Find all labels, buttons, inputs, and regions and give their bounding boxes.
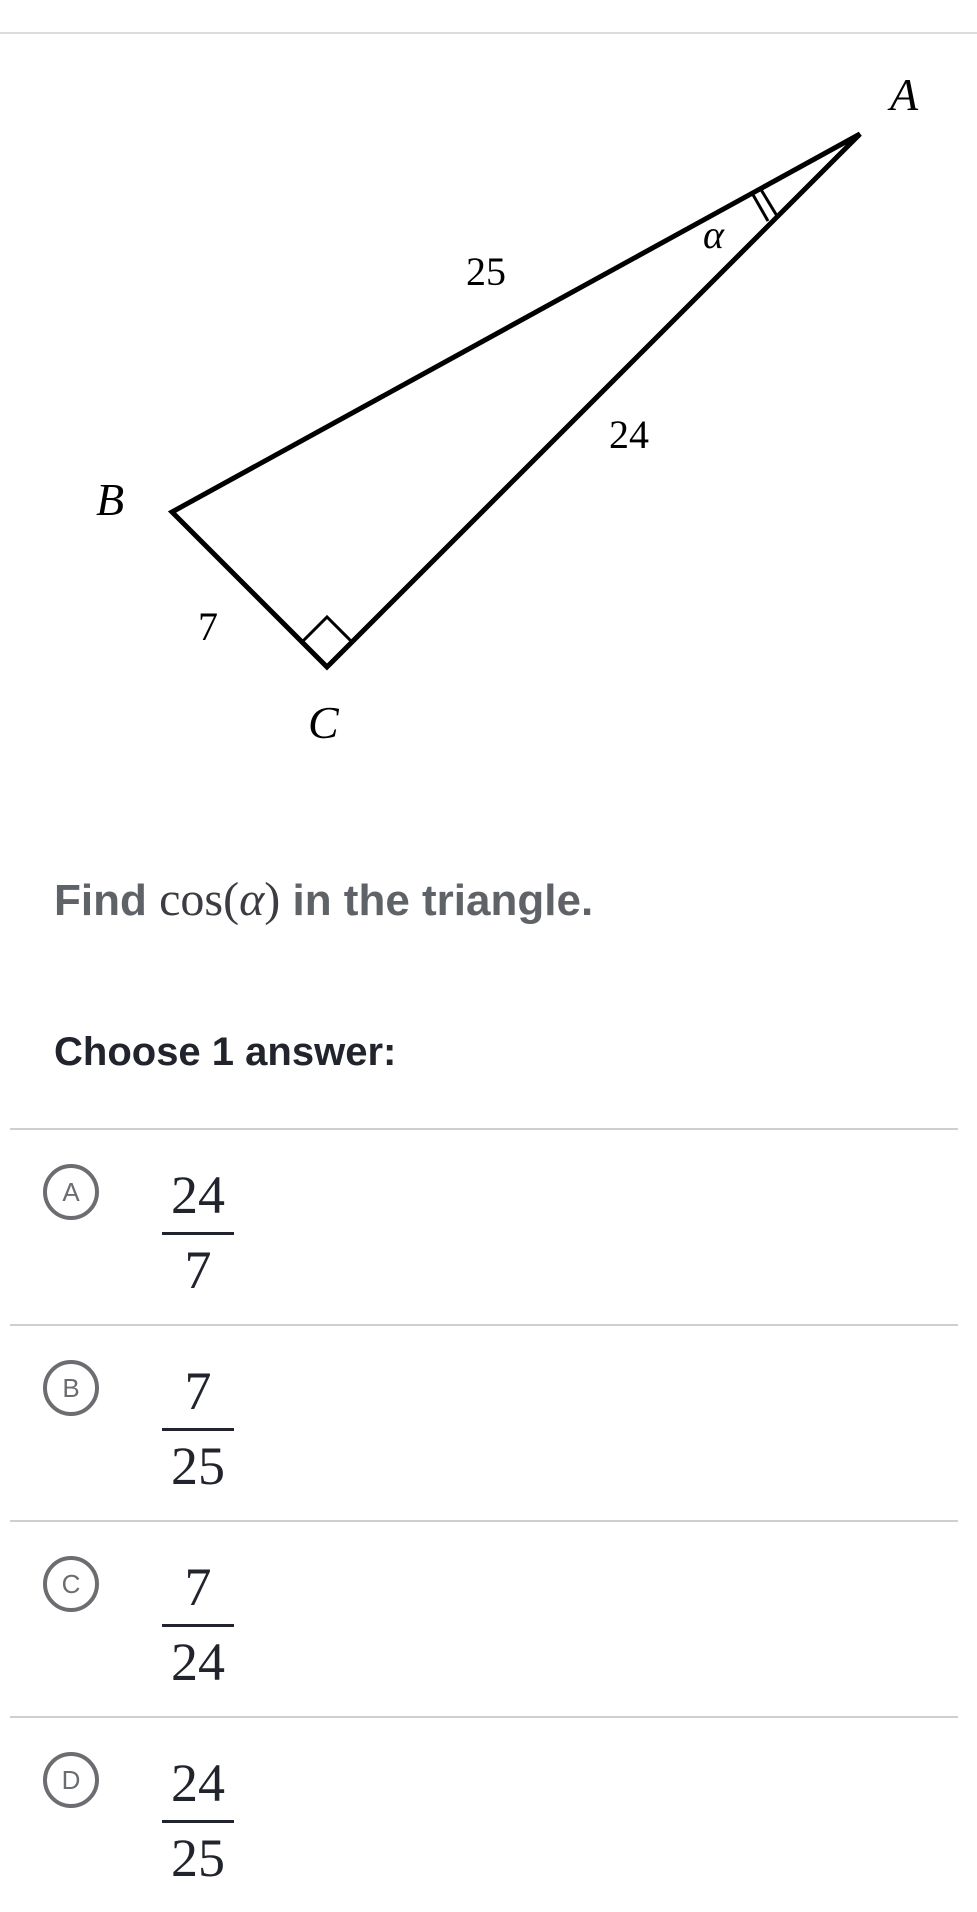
triangle — [172, 134, 860, 667]
choice-d[interactable] — [10, 1716, 958, 1912]
fraction-denominator: 25 — [171, 1828, 225, 1888]
choice-fraction-a — [158, 1164, 238, 1301]
fraction-numerator: 7 — [184, 1557, 212, 1617]
side-label-ab: 25 — [466, 249, 506, 294]
fraction-denominator: 24 — [171, 1632, 225, 1692]
math-close-paren: ) — [264, 873, 281, 926]
math-fn: cos — [159, 873, 224, 926]
triangle-diagram — [0, 40, 977, 760]
vertex-label-c: C — [308, 697, 339, 748]
side-label-ac: 24 — [609, 412, 649, 457]
top-divider — [0, 32, 977, 34]
fraction-numerator: 24 — [171, 1753, 225, 1813]
choice-fraction-b — [158, 1360, 238, 1497]
angle-label-alpha: α — [703, 212, 724, 257]
choice-letter-d: D — [43, 1752, 99, 1808]
fraction-bar — [162, 1820, 234, 1823]
fraction-denominator: 7 — [184, 1240, 212, 1300]
choice-b[interactable] — [10, 1324, 958, 1520]
choice-letter-c: C — [43, 1556, 99, 1612]
fraction-numerator: 24 — [171, 1165, 225, 1225]
question-text — [54, 872, 593, 927]
choice-a[interactable] — [10, 1128, 958, 1324]
right-angle-marker — [302, 617, 352, 642]
choice-letter-b: B — [43, 1360, 99, 1416]
fraction-denominator: 25 — [171, 1436, 225, 1496]
math-variable: α — [239, 873, 265, 926]
math-open-paren: ( — [223, 873, 240, 926]
fraction-bar — [162, 1624, 234, 1627]
choice-fraction-d — [158, 1752, 238, 1889]
choose-prompt: Choose 1 answer: — [54, 1030, 397, 1074]
question-prefix: Find — [54, 876, 160, 925]
fraction-bar — [162, 1232, 234, 1235]
vertex-label-a: A — [890, 69, 919, 120]
choice-fraction-c — [158, 1556, 238, 1693]
question-math — [159, 873, 280, 926]
choice-letter-a: A — [43, 1164, 99, 1220]
question-suffix: in the triangle. — [280, 876, 594, 925]
choice-c[interactable] — [10, 1520, 958, 1716]
fraction-bar — [162, 1428, 234, 1431]
vertex-label-b: B — [96, 474, 125, 525]
side-label-bc: 7 — [198, 604, 218, 649]
fraction-numerator: 7 — [184, 1361, 212, 1421]
answer-choices — [10, 1128, 958, 1912]
